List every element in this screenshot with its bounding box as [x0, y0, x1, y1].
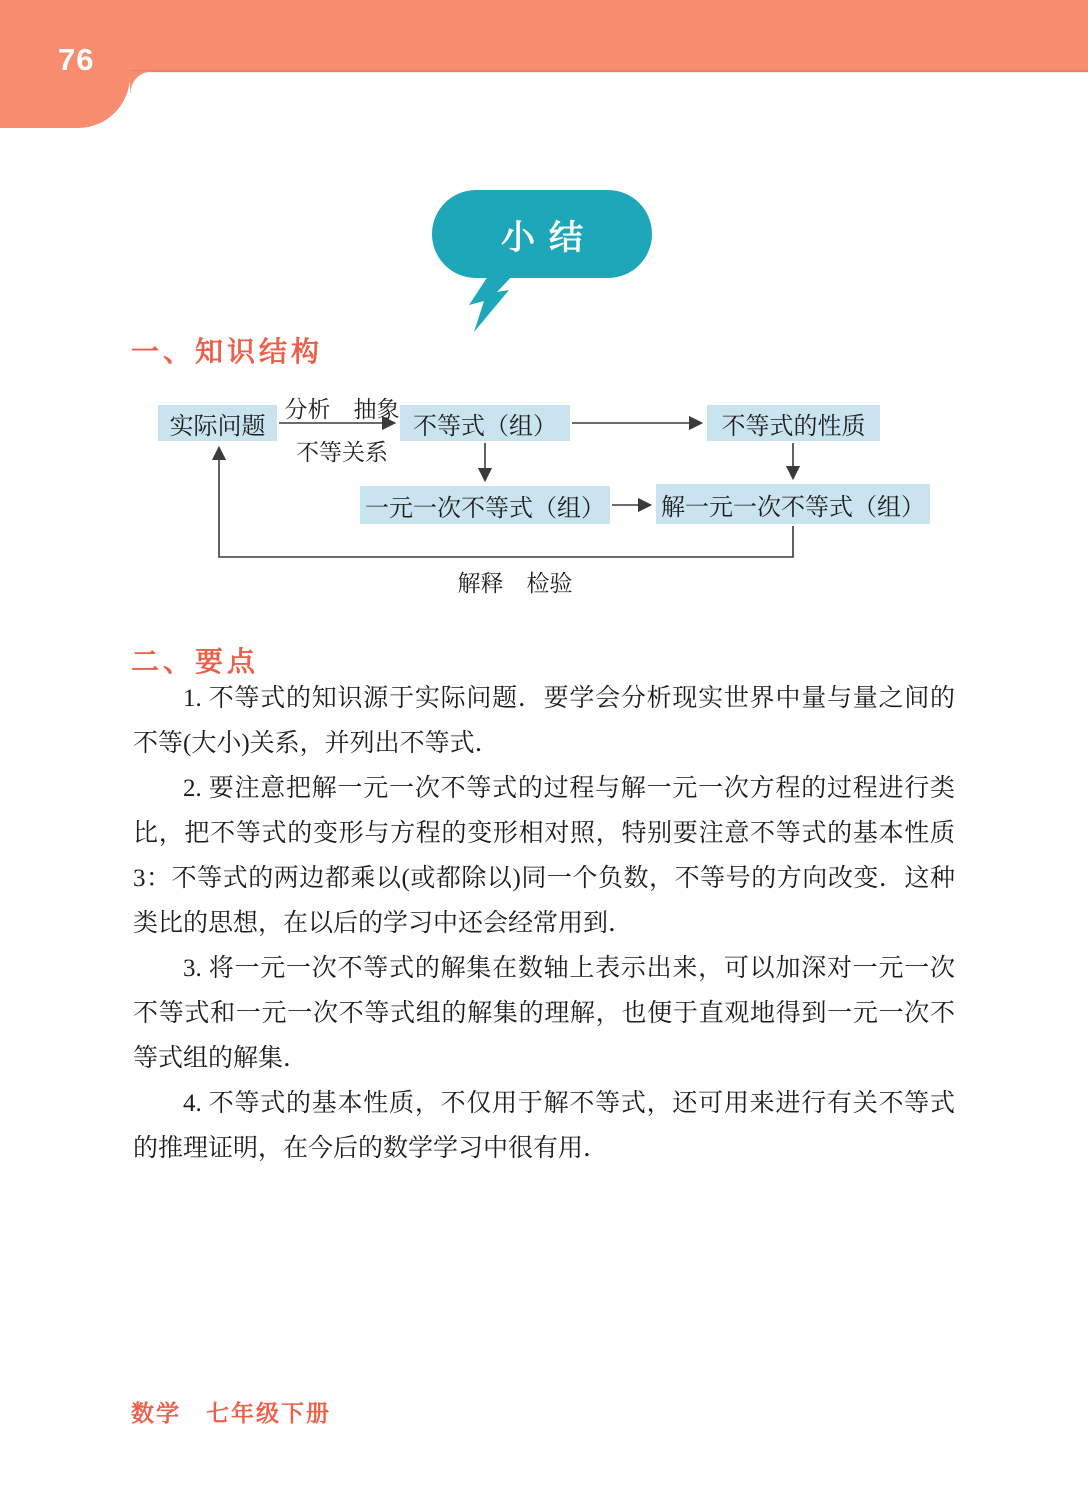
keypoint-paragraph-1: 1. 不等式的知识源于实际问题．要学会分析现实世界中量与量之间的不等(大小)关系，并列出不等式．: [133, 685, 955, 757]
summary-bubble: [432, 190, 652, 278]
flowchart-box-solve-linear-inequality-group: 解一元一次不等式（组）: [656, 484, 930, 524]
flowchart-box-inequality-group: 不等式（组）: [400, 405, 570, 441]
footer-book-title: 数学 七年级下册: [131, 1400, 331, 1426]
section-title-knowledge-structure: 一、知识结构: [131, 336, 324, 367]
edge-label-inequality-relation: 不等关系: [296, 440, 388, 465]
section-title-key-points: 二、要点: [131, 646, 260, 677]
keypoint-paragraph-3: 3. 将一元一次不等式的解集在数轴上表示出来，可以加深对一元一次不等式和一元一次不等式组的解集的理解，也便于直观地得到一元一次不等式组的解集．: [133, 955, 955, 1072]
header-band-shadow: [0, 70, 1088, 73]
flowchart-box-inequality-properties: 不等式的性质: [707, 405, 880, 441]
edge-label-analyze-abstract: 分析 抽象: [284, 397, 400, 422]
header-tab-fillet: [130, 71, 152, 93]
summary-bubble-label: 小结: [501, 218, 597, 257]
flowchart-box-linear-inequality-group: 一元一次不等式（组）: [360, 486, 610, 524]
speech-bubble-tail-icon: [460, 270, 526, 334]
edge-label-explain-check: 解释 检验: [457, 571, 573, 596]
key-points-content: [133, 676, 955, 1171]
header-band: [0, 0, 1088, 72]
page-number: 76: [58, 42, 95, 77]
keypoint-paragraph-2: 2. 要注意把解一元一次不等式的过程与解一元一次方程的过程进行类比，把不等式的变形与方程的变形相对照，特别要注意不等式的基本性质3：不等式的两边都乘以(或都除以)同一个负数，不等号的方向改变．这种类比的思想，在以后的学习中还会经常用到．: [133, 775, 955, 937]
knowledge-structure-flowchart: [0, 390, 1088, 605]
flowchart-box-practical-problem: 实际问题: [158, 405, 277, 441]
keypoint-paragraph-4: 4. 不等式的基本性质，不仅用于解不等式，还可用来进行有关不等式的推理证明，在今后的数学学习中很有用．: [133, 1090, 955, 1162]
